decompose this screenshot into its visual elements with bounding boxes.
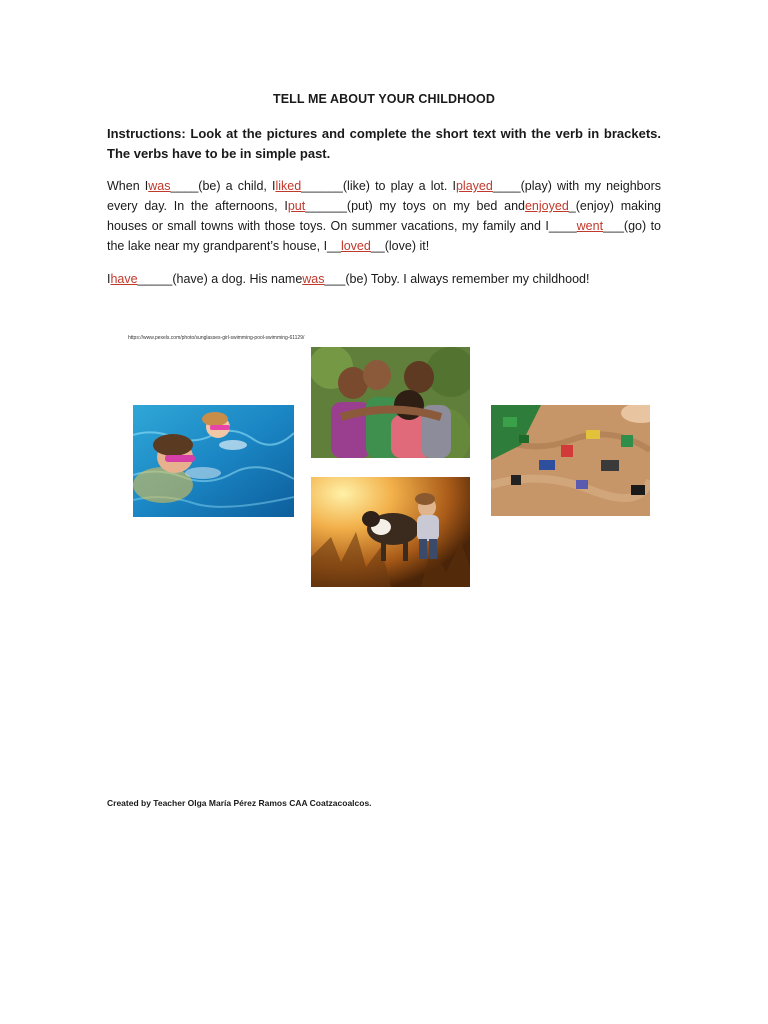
answer-blank: put [287, 199, 306, 213]
text-segment: ______(like) to play a lot. I [301, 179, 456, 193]
answer-blank: went [576, 219, 604, 233]
instructions-text: Instructions: Look at the pictures and complete the short text with the verb in brackets. The verbs have to be in simple past. [107, 126, 661, 161]
text-segment: _(enjoy) making houses or small towns with those toys. On summer vacations, my family and I____ [107, 199, 661, 233]
answer-blank: have [110, 272, 138, 286]
answer-blank: loved [340, 239, 371, 253]
text-segment: ___(be) Toby. I always remember my childhood! [324, 272, 590, 286]
page-title: TELL ME ABOUT YOUR CHILDHOOD [272, 92, 495, 106]
kids-swimming-pool-photo [133, 405, 294, 517]
text-segment: ____(play) with my neighbors every day. In the afternoons, I [107, 179, 661, 213]
text-segment: __(love) it! [370, 239, 430, 253]
author-credit: Created by Teacher Olga María Pérez Ramos CAA Coatzacoalcos. [107, 798, 372, 808]
text-segment: ___(go) to the lake near my grandparent’s house, I__ [107, 219, 662, 253]
text-segment: ______(put) my toys on my bed and [305, 199, 525, 213]
toys-on-bed-photo [491, 405, 650, 516]
child-with-dog-sunset-photo [311, 477, 470, 587]
text-segment: I [107, 272, 111, 286]
answer-blank: was [148, 179, 171, 193]
kids-hugging-photo [311, 347, 470, 458]
answer-blank: played [455, 179, 493, 193]
answer-blank: liked [275, 179, 302, 193]
exercise-paragraph-2 [107, 269, 661, 289]
answer-blank: enjoyed [524, 199, 569, 213]
exercise-paragraph-1 [107, 176, 661, 256]
text-segment: ____(be) a child, I [170, 179, 276, 193]
text-segment: When I [107, 179, 149, 193]
answer-blank: was [302, 272, 325, 286]
photo-source-url: https://www.pexels.com/photo/sunglasses-girl-swimming-pool-swimming-61129/ [128, 335, 305, 341]
text-segment: _____(have) a dog. His name [137, 272, 303, 286]
